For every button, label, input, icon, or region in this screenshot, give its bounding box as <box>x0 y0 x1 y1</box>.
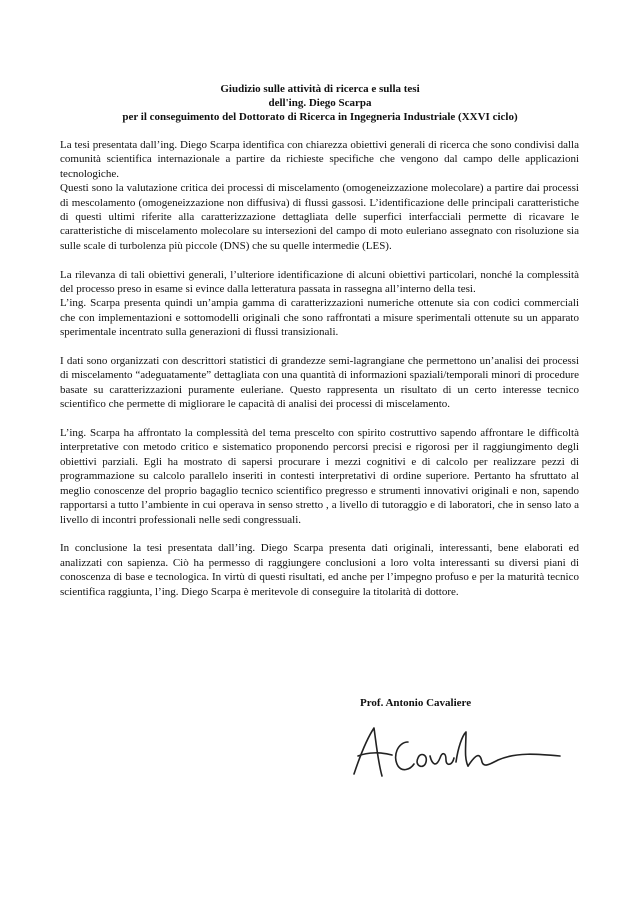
handwritten-signature <box>348 722 563 780</box>
heading-candidate: dell'ing. Diego Scarpa <box>268 97 372 109</box>
paragraph: In conclusione la tesi presentata dall’ing. Diego Scarpa presenta dati originali, interessanti, bene elaborati ed analizzati con sapienza. Ciò ha permesso di raggiungere conclusioni a loro volta interessanti su diversi piani di conoscenza di base e tecnologica. In virtù di questi risultati, ed anche per l’impegno profuso e per la maturità tecnico scientifica raggiunta, l’ing. Diego Scarpa è meritevole di conseguire la titolarità di dottore. <box>60 542 579 598</box>
paragraph: I dati sono organizzati con descrittori statistici di grandezze semi-lagrangiane che permettono un’analisi dei processi di miscelamento “adeguatamente” dettagliata con una quantità di informazioni spaziali/temporali minori di procedure basate su caratterizzazioni puramente euleriane. Questo rappresenta un risultato di un certo interesse tecnico scientifico che permette di migliorare le capacità di analisi dei processi di miscelamento. <box>60 355 579 411</box>
paragraph: L’ing. Scarpa presenta quindi un’ampia gamma di caratterizzazioni numeriche ottenute sia con codici commerciali che con implementazioni e sottomodelli originali che sono raffrontati a misure sperimentali ottenute su un apparato sperimentale incentrato sulla generazioni di flussi transizionali. <box>60 297 579 339</box>
signature-block <box>360 696 590 710</box>
heading-title: Giudizio sulle attività di ricerca e sulla tesi <box>220 83 420 95</box>
letter-body <box>60 138 579 599</box>
paragraph: L’ing. Scarpa ha affrontato la complessità del tema prescelto con spirito costruttivo sapendo affrontare le difficoltà interpretative con metodo critico e sistematico proponendo percorsi precisi e rigorosi per il raggiungimento degli obiettivi parziali. Egli ha mostrato di sapersi procurare i mezzi cognitivi e di calcolo per realizzare pezzi di programmazione su calcolo parallelo inseriti in contesti interpretativi di ordine superiore. Pertanto ha sfruttato al meglio conoscenze del proprio bagaglio tecnico scientifico pregresso e strumenti innovativi originali e non, sapendo rapportarsi a tutto l’ambiente in cui operava in senso stretto , a livello di tutoraggio e di laboratori, che in senso lato a livello di incontri professionali nelle sedi congressuali. <box>60 427 579 526</box>
heading-program: per il conseguimento del Dottorato di Ricerca in Ingegneria Industriale (XXVI ciclo) <box>122 111 518 123</box>
signatory-name: Prof. Antonio Cavaliere <box>360 697 472 709</box>
document-heading <box>60 82 580 124</box>
paragraph: La rilevanza di tali obiettivi generali, l’ulteriore identificazione di alcuni obiettivi particolari, nonché la complessità del processo preso in esame si evince dalla letteratura passata in rassegna all’interno della tesi. <box>60 268 579 296</box>
paragraph: Questi sono la valutazione critica dei processi di miscelamento (omogeneizzazione molecolare) a partire dai processi di mescolamento (omogeneizzazione non diffusiva) di flussi gassosi. L’identificazione delle principali caratteristiche di questi ultimi riferite alla caratterizzazione dettagliata delle superfici interfacciali permette di ricavare le caratteristiche di miscelamento molecolare su intersezioni del campo di moto euleriano assegnato con risoluzione sia sulle scale di turbolenza più piccole (DNS) che su quelle intermedie (LES). <box>60 182 579 252</box>
paragraph: La tesi presentata dall’ing. Diego Scarpa identifica con chiarezza obiettivi generali di ricerca che sono condivisi dalla comunità scientifica internazionale a partire da richieste specifiche che vengono dal campo delle applicazioni tecnologiche. <box>60 139 579 180</box>
